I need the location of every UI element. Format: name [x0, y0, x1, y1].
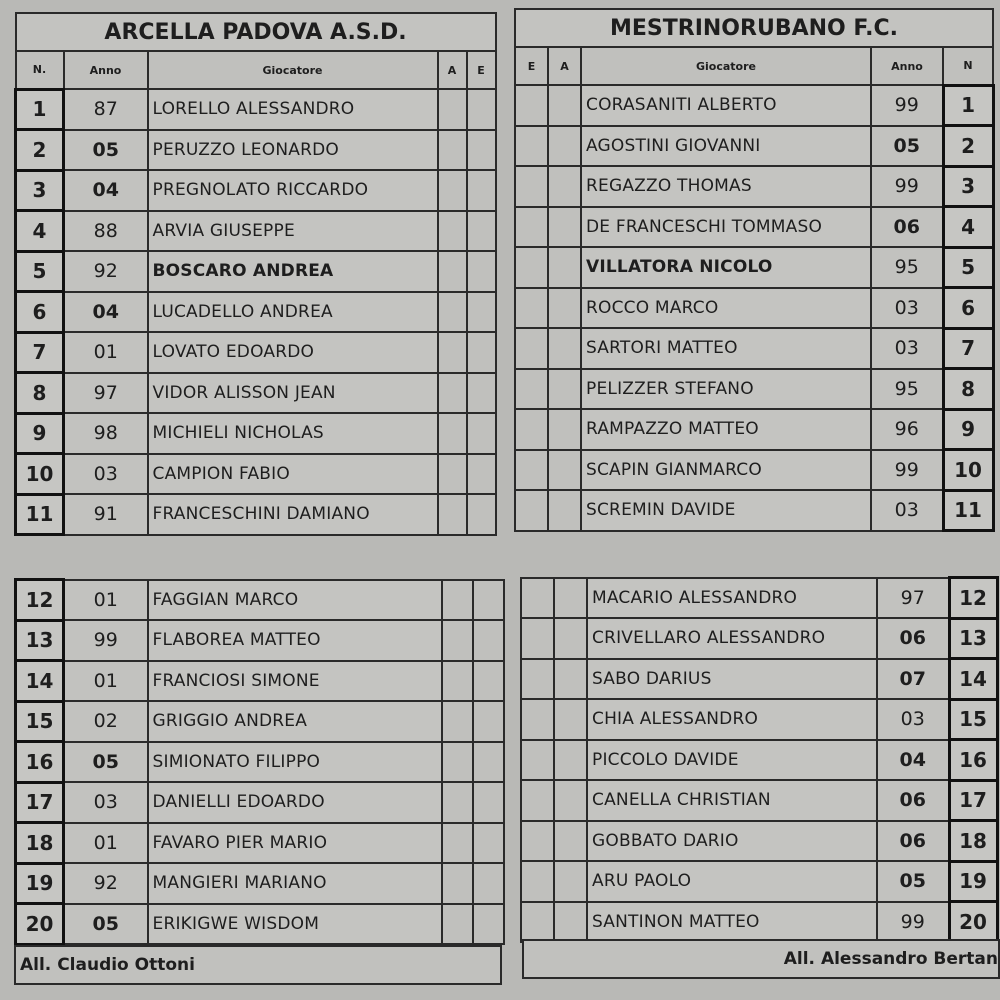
player-number: 8	[943, 369, 993, 410]
player-birth-year: 01	[64, 823, 148, 864]
player-row	[515, 126, 993, 167]
player-name: CRIVELLARO ALESSANDRO	[587, 618, 877, 659]
checkbox-e[interactable]	[515, 207, 548, 248]
player-birth-year: 99	[871, 450, 943, 491]
player-number: 13	[949, 618, 997, 659]
checkbox-e[interactable]	[515, 126, 548, 167]
player-row	[521, 780, 997, 821]
player-birth-year: 06	[871, 207, 943, 248]
player-name: MANGIERI MARIANO	[148, 863, 442, 904]
player-birth-year: 05	[871, 126, 943, 167]
player-row	[16, 823, 504, 864]
player-row	[16, 494, 496, 535]
player-row	[16, 863, 504, 904]
checkbox-a[interactable]	[438, 292, 467, 333]
player-number: 2	[943, 126, 993, 167]
checkbox-a[interactable]	[554, 618, 587, 659]
checkbox-a[interactable]	[548, 409, 581, 450]
player-birth-year: 92	[64, 251, 148, 292]
player-birth-year: 95	[871, 247, 943, 288]
checkbox-a[interactable]	[438, 130, 467, 171]
header-number: N	[943, 47, 993, 85]
checkbox-e[interactable]	[521, 618, 554, 659]
player-birth-year: 06	[877, 821, 949, 862]
home-subs-sheet	[14, 578, 505, 946]
checkbox-a[interactable]	[442, 863, 473, 904]
checkbox-a[interactable]	[548, 490, 581, 531]
player-number: 7	[943, 328, 993, 369]
player-birth-year: 88	[64, 211, 148, 252]
player-name: ROCCO MARCO	[581, 288, 871, 329]
player-birth-year: 99	[871, 166, 943, 207]
checkbox-a[interactable]	[554, 780, 587, 821]
checkbox-a[interactable]	[438, 89, 467, 130]
player-number: 18	[949, 821, 997, 862]
checkbox-e[interactable]	[467, 413, 496, 454]
player-birth-year: 03	[871, 490, 943, 531]
player-row	[515, 247, 993, 288]
player-row	[515, 450, 993, 491]
checkbox-e[interactable]	[515, 328, 548, 369]
player-name: LUCADELLO ANDREA	[148, 292, 438, 333]
player-number: 6	[943, 288, 993, 329]
player-birth-year: 99	[871, 85, 943, 126]
player-number: 14	[949, 659, 997, 700]
player-name: PELIZZER STEFANO	[581, 369, 871, 410]
player-name: SARTORI MATTEO	[581, 328, 871, 369]
header-player: Giocatore	[581, 47, 871, 85]
player-row	[16, 454, 496, 495]
checkbox-e[interactable]	[467, 332, 496, 373]
checkbox-a[interactable]	[548, 288, 581, 329]
player-birth-year: 07	[877, 659, 949, 700]
player-name: FAVARO PIER MARIO	[148, 823, 442, 864]
checkbox-e[interactable]	[515, 369, 548, 410]
player-row	[521, 740, 997, 781]
checkbox-a[interactable]	[438, 413, 467, 454]
checkbox-a[interactable]	[438, 454, 467, 495]
player-number: 14	[16, 661, 64, 702]
player-number: 10	[943, 450, 993, 491]
header-year: Anno	[871, 47, 943, 85]
player-number: 7	[16, 332, 64, 373]
player-number: 11	[16, 494, 64, 535]
checkbox-e[interactable]	[521, 861, 554, 902]
checkbox-a[interactable]	[554, 578, 587, 619]
player-number: 3	[16, 170, 64, 211]
checkbox-e[interactable]	[467, 130, 496, 171]
player-birth-year: 91	[64, 494, 148, 535]
player-birth-year: 05	[64, 742, 148, 783]
player-number: 4	[16, 211, 64, 252]
player-birth-year: 98	[64, 413, 148, 454]
checkbox-e[interactable]	[473, 620, 504, 661]
checkbox-e[interactable]	[473, 742, 504, 783]
player-name: FRANCESCHINI DAMIANO	[148, 494, 438, 535]
player-name: LOVATO EDOARDO	[148, 332, 438, 373]
player-row	[515, 85, 993, 126]
checkbox-e[interactable]	[467, 251, 496, 292]
player-row	[515, 490, 993, 531]
player-row	[16, 211, 496, 252]
player-birth-year: 96	[871, 409, 943, 450]
player-number: 20	[949, 902, 997, 943]
header-player: Giocatore	[148, 51, 438, 89]
header-e: E	[467, 51, 496, 89]
player-birth-year: 01	[64, 580, 148, 621]
player-name: FAGGIAN MARCO	[148, 580, 442, 621]
checkbox-e[interactable]	[521, 740, 554, 781]
player-number: 19	[949, 861, 997, 902]
checkbox-e[interactable]	[521, 821, 554, 862]
player-number: 8	[16, 373, 64, 414]
player-name: CHIA ALESSANDRO	[587, 699, 877, 740]
player-birth-year: 92	[64, 863, 148, 904]
player-number: 1	[16, 89, 64, 130]
player-name: DANIELLI EDOARDO	[148, 782, 442, 823]
player-row	[521, 861, 997, 902]
player-name: DE FRANCESCHI TOMMASO	[581, 207, 871, 248]
player-name: SABO DARIUS	[587, 659, 877, 700]
checkbox-a[interactable]	[554, 699, 587, 740]
checkbox-e[interactable]	[467, 89, 496, 130]
player-number: 20	[16, 904, 64, 945]
checkbox-e[interactable]	[521, 780, 554, 821]
player-row	[16, 701, 504, 742]
checkbox-a[interactable]	[442, 661, 473, 702]
header-year: Anno	[64, 51, 148, 89]
checkbox-a[interactable]	[442, 823, 473, 864]
player-row	[16, 89, 496, 130]
player-row	[521, 821, 997, 862]
checkbox-a[interactable]	[438, 373, 467, 414]
player-number: 16	[16, 742, 64, 783]
player-row	[16, 661, 504, 702]
player-name: PERUZZO LEONARDO	[148, 130, 438, 171]
checkbox-a[interactable]	[438, 251, 467, 292]
checkbox-a[interactable]	[442, 904, 473, 945]
player-row	[515, 328, 993, 369]
player-row	[16, 251, 496, 292]
player-number: 4	[943, 207, 993, 248]
checkbox-e[interactable]	[473, 580, 504, 621]
player-row	[521, 659, 997, 700]
checkbox-e[interactable]	[521, 659, 554, 700]
player-name: VILLATORA NICOLO	[581, 247, 871, 288]
away-team-name: MESTRINORUBANO F.C.	[515, 9, 993, 47]
checkbox-e[interactable]	[473, 661, 504, 702]
player-name: ARU PAOLO	[587, 861, 877, 902]
player-name: LORELLO ALESSANDRO	[148, 89, 438, 130]
checkbox-e[interactable]	[521, 578, 554, 619]
player-number: 5	[16, 251, 64, 292]
player-birth-year: 05	[64, 130, 148, 171]
checkbox-e[interactable]	[515, 166, 548, 207]
player-number: 19	[16, 863, 64, 904]
player-name: SCREMIN DAVIDE	[581, 490, 871, 531]
checkbox-a[interactable]	[548, 207, 581, 248]
player-name: ARVIA GIUSEPPE	[148, 211, 438, 252]
player-birth-year: 04	[64, 170, 148, 211]
checkbox-a[interactable]	[554, 821, 587, 862]
player-number: 15	[949, 699, 997, 740]
player-number: 11	[943, 490, 993, 531]
player-birth-year: 05	[877, 861, 949, 902]
player-number: 9	[943, 409, 993, 450]
checkbox-a[interactable]	[442, 580, 473, 621]
away-subs-sheet	[520, 576, 999, 944]
player-row	[16, 782, 504, 823]
player-birth-year: 01	[64, 332, 148, 373]
player-row	[16, 332, 496, 373]
header-a: A	[438, 51, 467, 89]
player-birth-year: 87	[64, 89, 148, 130]
checkbox-e[interactable]	[521, 902, 554, 943]
checkbox-a[interactable]	[438, 494, 467, 535]
player-birth-year: 05	[64, 904, 148, 945]
player-row	[16, 373, 496, 414]
player-birth-year: 99	[877, 902, 949, 943]
player-row	[521, 618, 997, 659]
checkbox-e[interactable]	[515, 409, 548, 450]
checkbox-e[interactable]	[521, 699, 554, 740]
player-birth-year: 03	[64, 782, 148, 823]
player-number: 12	[949, 578, 997, 619]
player-row	[16, 292, 496, 333]
away-coach: All. Alessandro Bertan	[522, 939, 1000, 979]
player-number: 10	[16, 454, 64, 495]
player-name: AGOSTINI GIOVANNI	[581, 126, 871, 167]
checkbox-a[interactable]	[554, 902, 587, 943]
player-row	[521, 578, 997, 619]
checkbox-a[interactable]	[554, 861, 587, 902]
checkbox-e[interactable]	[515, 450, 548, 491]
player-name: FLABOREA MATTEO	[148, 620, 442, 661]
player-birth-year: 95	[871, 369, 943, 410]
checkbox-e[interactable]	[515, 288, 548, 329]
player-number: 9	[16, 413, 64, 454]
player-birth-year: 06	[877, 780, 949, 821]
player-number: 17	[949, 780, 997, 821]
checkbox-a[interactable]	[438, 170, 467, 211]
checkbox-e[interactable]	[467, 373, 496, 414]
player-name: FRANCIOSI SIMONE	[148, 661, 442, 702]
checkbox-a[interactable]	[548, 85, 581, 126]
player-row	[16, 580, 504, 621]
checkbox-a[interactable]	[442, 620, 473, 661]
checkbox-a[interactable]	[442, 742, 473, 783]
player-row	[515, 369, 993, 410]
player-number: 16	[949, 740, 997, 781]
home-team-name: ARCELLA PADOVA A.S.D.	[16, 13, 496, 51]
player-row	[515, 288, 993, 329]
player-row	[16, 130, 496, 171]
player-row	[16, 742, 504, 783]
player-number: 2	[16, 130, 64, 171]
player-number: 17	[16, 782, 64, 823]
player-birth-year: 06	[877, 618, 949, 659]
player-name: ERIKIGWE WISDOM	[148, 904, 442, 945]
checkbox-a[interactable]	[548, 126, 581, 167]
player-birth-year: 03	[64, 454, 148, 495]
player-name: PREGNOLATO RICCARDO	[148, 170, 438, 211]
player-number: 5	[943, 247, 993, 288]
checkbox-e[interactable]	[515, 490, 548, 531]
player-name: CAMPION FABIO	[148, 454, 438, 495]
player-name: CORASANITI ALBERTO	[581, 85, 871, 126]
player-name: REGAZZO THOMAS	[581, 166, 871, 207]
checkbox-e[interactable]	[467, 292, 496, 333]
player-number: 18	[16, 823, 64, 864]
player-number: 12	[16, 580, 64, 621]
home-starters-sheet	[14, 12, 497, 536]
player-name: GRIGGIO ANDREA	[148, 701, 442, 742]
player-row	[16, 904, 504, 945]
player-number: 6	[16, 292, 64, 333]
checkbox-e[interactable]	[467, 211, 496, 252]
player-birth-year: 97	[877, 578, 949, 619]
player-birth-year: 97	[64, 373, 148, 414]
player-birth-year: 02	[64, 701, 148, 742]
header-e: E	[515, 47, 548, 85]
player-row	[16, 620, 504, 661]
checkbox-a[interactable]	[548, 450, 581, 491]
player-number: 13	[16, 620, 64, 661]
player-birth-year: 03	[871, 288, 943, 329]
player-birth-year: 03	[871, 328, 943, 369]
player-name: SANTINON MATTEO	[587, 902, 877, 943]
player-number: 3	[943, 166, 993, 207]
player-number: 1	[943, 85, 993, 126]
checkbox-a[interactable]	[548, 328, 581, 369]
checkbox-a[interactable]	[442, 701, 473, 742]
player-row	[521, 902, 997, 943]
checkbox-a[interactable]	[548, 247, 581, 288]
checkbox-e[interactable]	[467, 170, 496, 211]
player-name: SCAPIN GIANMARCO	[581, 450, 871, 491]
checkbox-e[interactable]	[467, 494, 496, 535]
player-birth-year: 99	[64, 620, 148, 661]
player-name: PICCOLO DAVIDE	[587, 740, 877, 781]
checkbox-a[interactable]	[442, 782, 473, 823]
player-row	[521, 699, 997, 740]
checkbox-a[interactable]	[438, 332, 467, 373]
checkbox-e[interactable]	[473, 701, 504, 742]
checkbox-a[interactable]	[554, 740, 587, 781]
checkbox-a[interactable]	[548, 369, 581, 410]
player-number: 15	[16, 701, 64, 742]
checkbox-a[interactable]	[554, 659, 587, 700]
player-name: MACARIO ALESSANDRO	[587, 578, 877, 619]
player-row	[16, 170, 496, 211]
player-name: CANELLA CHRISTIAN	[587, 780, 877, 821]
player-name: GOBBATO DARIO	[587, 821, 877, 862]
player-birth-year: 01	[64, 661, 148, 702]
checkbox-e[interactable]	[515, 85, 548, 126]
checkbox-e[interactable]	[473, 863, 504, 904]
player-row	[515, 207, 993, 248]
player-birth-year: 03	[877, 699, 949, 740]
away-starters-sheet	[514, 8, 995, 532]
checkbox-e[interactable]	[515, 247, 548, 288]
checkbox-e[interactable]	[473, 823, 504, 864]
header-a: A	[548, 47, 581, 85]
player-birth-year: 04	[64, 292, 148, 333]
checkbox-e[interactable]	[473, 782, 504, 823]
player-row	[515, 409, 993, 450]
player-row	[16, 413, 496, 454]
player-birth-year: 04	[877, 740, 949, 781]
player-row	[515, 166, 993, 207]
header-number: N.	[16, 51, 64, 89]
player-name: RAMPAZZO MATTEO	[581, 409, 871, 450]
home-coach: All. Claudio Ottoni	[14, 945, 502, 985]
player-name: SIMIONATO FILIPPO	[148, 742, 442, 783]
checkbox-e[interactable]	[467, 454, 496, 495]
player-name: BOSCARO ANDREA	[148, 251, 438, 292]
checkbox-a[interactable]	[548, 166, 581, 207]
player-name: VIDOR ALISSON JEAN	[148, 373, 438, 414]
checkbox-a[interactable]	[438, 211, 467, 252]
player-name: MICHIELI NICHOLAS	[148, 413, 438, 454]
checkbox-e[interactable]	[473, 904, 504, 945]
